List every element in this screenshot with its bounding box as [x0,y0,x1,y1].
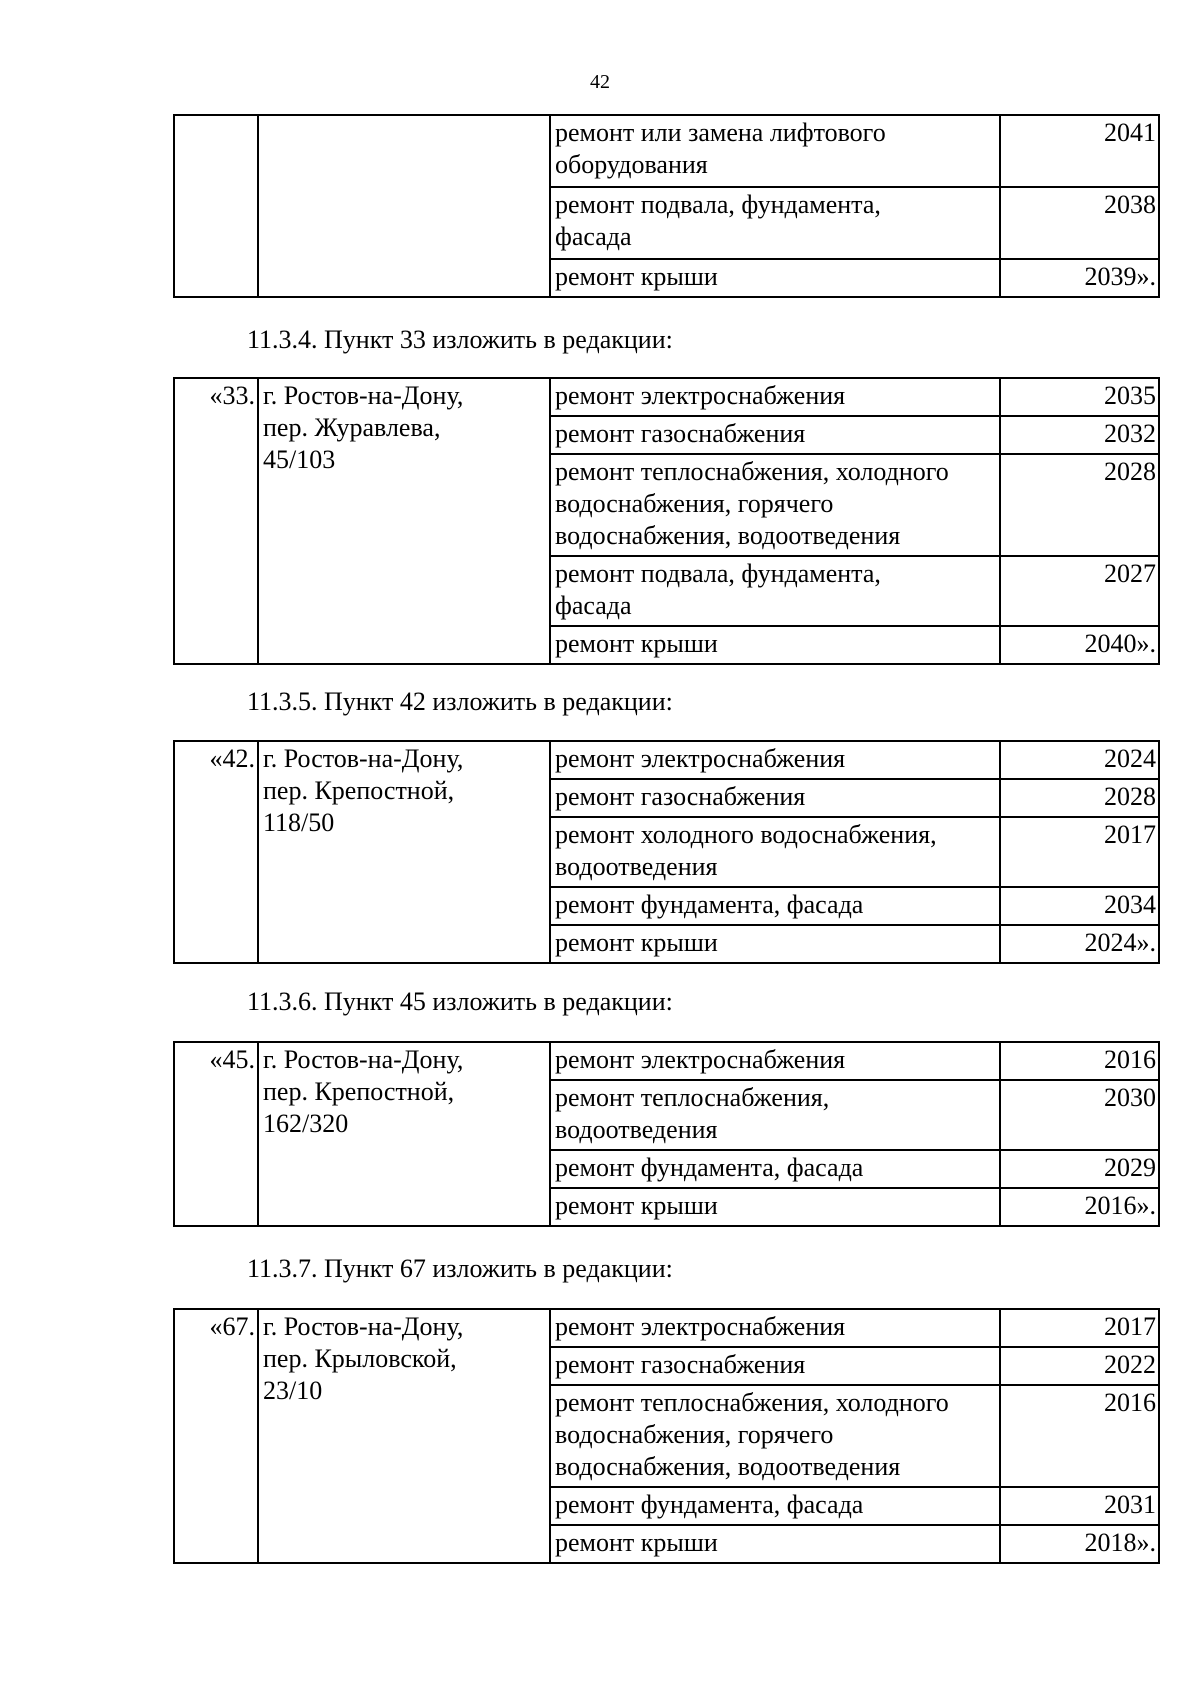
year-cell: 2031 [1000,1487,1159,1525]
table-row [174,1309,1159,1347]
work-cell: ремонт теплоснабжения, холодного водоснабжения, горячего водоснабжения, водоотведения [550,454,1000,556]
work-cell: ремонт газоснабжения [550,1347,1000,1385]
work-cell: ремонт крыши [550,1188,1000,1226]
continuation-table [173,114,1160,298]
item-address: г. Ростов-на-Дону, пер. Крепостной, 118/50 [258,741,550,963]
item-number: «45. [174,1042,258,1226]
work-cell: ремонт крыши [550,1525,1000,1563]
year-cell: 2027 [1000,556,1159,626]
item-table-45 [173,1041,1160,1227]
year-cell: 2024 [1000,741,1159,779]
item-number: «33. [174,378,258,664]
item-address: г. Ростов-на-Дону, пер. Крыловской, 23/10 [258,1309,550,1563]
work-cell: ремонт крыши [550,259,1000,297]
section-heading: 11.3.4. Пункт 33 изложить в редакции: [247,325,673,354]
section-table-block [173,1308,1158,1564]
year-cell: 2034 [1000,887,1159,925]
section-heading: 11.3.6. Пункт 45 изложить в редакции: [247,987,673,1016]
continuation-table-block [173,114,1158,298]
work-cell: ремонт или замена лифтового оборудования [550,115,1000,187]
work-cell: ремонт крыши [550,925,1000,963]
work-cell: ремонт фундамента, фасада [550,1150,1000,1188]
work-cell: ремонт подвала, фундамента, фасада [550,187,1000,259]
year-cell: 2018». [1000,1525,1159,1563]
work-cell: ремонт фундамента, фасада [550,887,1000,925]
year-cell: 2039». [1000,259,1159,297]
item-table-67 [173,1308,1160,1564]
section-table-block [173,377,1158,665]
year-cell: 2017 [1000,1309,1159,1347]
year-cell: 2028 [1000,779,1159,817]
item-address: г. Ростов-на-Дону, пер. Журавлева, 45/103 [258,378,550,664]
work-cell: ремонт крыши [550,626,1000,664]
year-cell: 2022 [1000,1347,1159,1385]
year-cell: 2041 [1000,115,1159,187]
work-cell: ремонт подвала, фундамента, фасада [550,556,1000,626]
work-cell: ремонт теплоснабжения, холодного водоснабжения, горячего водоснабжения, водоотведения [550,1385,1000,1487]
year-cell: 2016 [1000,1042,1159,1080]
work-cell: ремонт электроснабжения [550,1042,1000,1080]
work-cell: ремонт электроснабжения [550,741,1000,779]
page-number: 42 [590,71,610,93]
section-heading: 11.3.5. Пункт 42 изложить в редакции: [247,687,673,716]
item-table-42 [173,740,1160,964]
table-row [174,378,1159,416]
work-cell: ремонт газоснабжения [550,416,1000,454]
section-heading: 11.3.7. Пункт 67 изложить в редакции: [247,1254,673,1283]
year-cell: 2030 [1000,1080,1159,1150]
work-cell: ремонт электроснабжения [550,378,1000,416]
year-cell: 2040». [1000,626,1159,664]
work-cell: ремонт фундамента, фасада [550,1487,1000,1525]
section-table-block [173,1041,1158,1227]
year-cell: 2032 [1000,416,1159,454]
item-number: «67. [174,1309,258,1563]
table-row [174,1042,1159,1080]
work-cell: ремонт холодного водоснабжения, водоотведения [550,817,1000,887]
year-cell: 2029 [1000,1150,1159,1188]
year-cell: 2028 [1000,454,1159,556]
year-cell: 2016 [1000,1385,1159,1487]
work-cell: ремонт теплоснабжения, водоотведения [550,1080,1000,1150]
item-table-33 [173,377,1160,665]
year-cell: 2024». [1000,925,1159,963]
work-cell: ремонт электроснабжения [550,1309,1000,1347]
item-number: «42. [174,741,258,963]
section-table-block [173,740,1158,964]
table-row [174,115,1159,187]
item-address: г. Ростов-на-Дону, пер. Крепостной, 162/320 [258,1042,550,1226]
year-cell: 2017 [1000,817,1159,887]
number-cell [174,115,258,297]
year-cell: 2038 [1000,187,1159,259]
address-cell [258,115,550,297]
work-cell: ремонт газоснабжения [550,779,1000,817]
year-cell: 2016». [1000,1188,1159,1226]
table-row [174,741,1159,779]
year-cell: 2035 [1000,378,1159,416]
